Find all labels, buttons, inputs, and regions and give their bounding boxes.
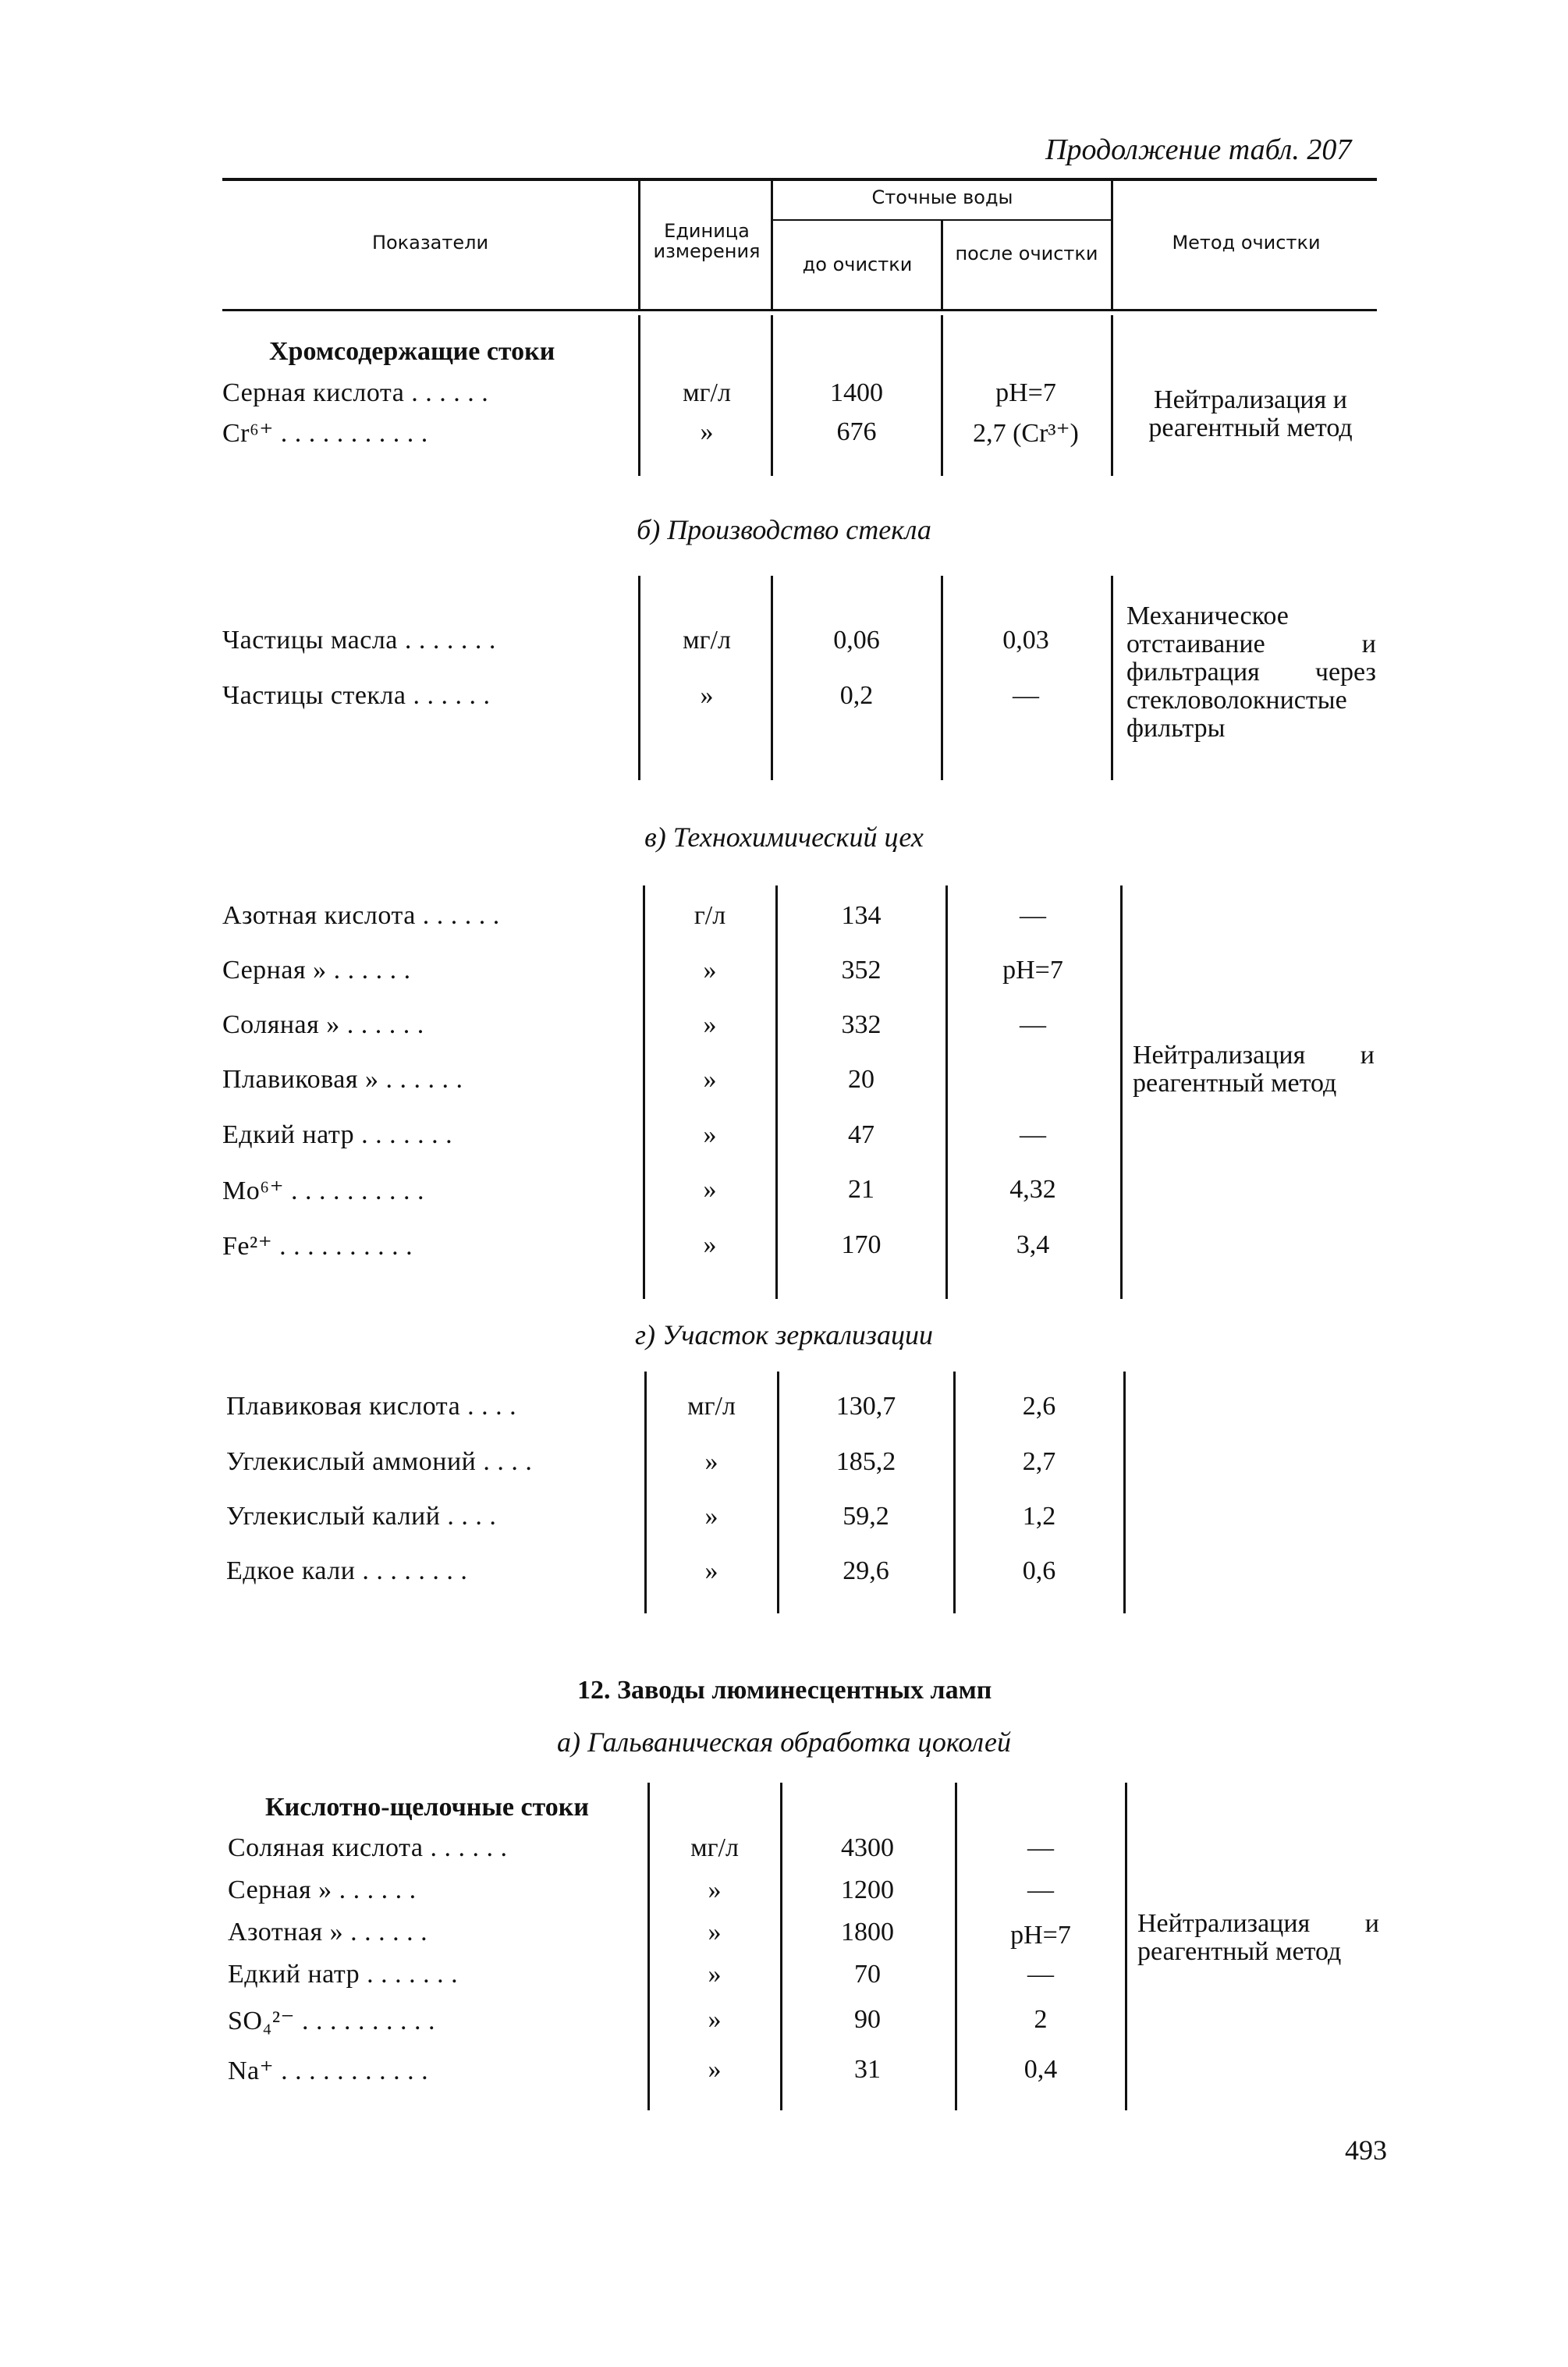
table-row-unit: мг/л <box>690 1833 739 1862</box>
table-row-after: pH=7 <box>1010 1921 1071 1950</box>
table-row-unit: » <box>700 681 714 710</box>
table-row-before: 0,2 <box>839 681 874 710</box>
table-row-before: 1800 <box>841 1918 894 1946</box>
table-top-rule <box>222 178 1377 181</box>
header-divider <box>638 181 640 309</box>
table-row-before: 47 <box>848 1120 874 1149</box>
s1-subhead: Хромсодержащие стоки <box>269 337 555 366</box>
header-unit: Единица измерения <box>653 220 761 262</box>
table-row-after: 1,2 <box>1022 1502 1056 1531</box>
table-row-label: Плавиковая кислота . . . . <box>226 1392 517 1421</box>
table-row-before: 21 <box>848 1175 874 1204</box>
s5-method: Нейтрализация и реагентный метод <box>1137 1909 1379 1966</box>
table-row-before: 352 <box>841 956 882 985</box>
table-row-after: 2,7 <box>1022 1447 1056 1476</box>
table-row-after: — <box>1020 1010 1046 1039</box>
table-row-label: Fe²⁺ . . . . . . . . . . <box>222 1232 413 1261</box>
table-row-after: 0,6 <box>1022 1556 1056 1585</box>
s5-divider <box>647 1783 650 2110</box>
table-row-before: 134 <box>841 901 882 930</box>
table-row-unit: г/л <box>694 901 726 930</box>
table-row-before: 59,2 <box>843 1502 889 1531</box>
table-row-unit: » <box>704 1447 718 1476</box>
table-row-before: 70 <box>854 1960 881 1989</box>
table-row-before: 676 <box>836 417 877 446</box>
s1-divider <box>638 315 640 476</box>
s3-divider <box>945 885 948 1299</box>
s4-divider <box>1123 1372 1126 1613</box>
s3-method: Нейтрализация и реагентный метод <box>1133 1041 1375 1098</box>
table-row-unit: » <box>700 417 714 446</box>
table-row-before: 130,7 <box>835 1392 896 1421</box>
table-row-label: Едкое кали . . . . . . . . <box>226 1556 468 1585</box>
table-row-unit: мг/л <box>683 378 731 407</box>
table-row-label: Плавиковая » . . . . . . <box>222 1065 463 1094</box>
table-row-label: Едкий натр . . . . . . . <box>222 1120 453 1149</box>
table-row-label: Азотная » . . . . . . <box>228 1918 428 1946</box>
page-number: 493 <box>1345 2135 1387 2166</box>
s2-divider <box>771 576 773 780</box>
table-row-after: 4,32 <box>1009 1175 1056 1204</box>
s3-divider <box>775 885 778 1299</box>
table-row-after: — <box>1020 901 1046 930</box>
table-row-before: 0,06 <box>833 626 880 655</box>
table-row-unit: » <box>708 2005 722 2034</box>
s4-divider <box>777 1372 779 1613</box>
s2-divider <box>638 576 640 780</box>
table-row-unit: » <box>704 1556 718 1585</box>
table-row-label: Серная кислота . . . . . . <box>222 378 489 407</box>
table-row-after: pH=7 <box>995 378 1056 407</box>
table-row-before: 20 <box>848 1065 874 1094</box>
s2-method: Механическое отстаивание и фильтрация через стекловолокнистые фильтры <box>1126 602 1376 743</box>
s4-divider <box>644 1372 647 1613</box>
table-row-before: 185,2 <box>835 1447 896 1476</box>
table-row-before: 1200 <box>841 1876 894 1904</box>
header-after: после очистки <box>955 243 1098 264</box>
table-row-after: — <box>1027 1960 1054 1989</box>
table-row-label: Азотная кислота . . . . . . <box>222 901 500 930</box>
table-row-label: Соляная » . . . . . . <box>222 1010 424 1039</box>
table-row-unit: » <box>703 1120 717 1149</box>
table-row-label: Едкий натр . . . . . . . <box>228 1960 459 1989</box>
s2-divider <box>941 576 943 780</box>
table-row-unit: » <box>704 1502 718 1531</box>
table-row-unit: мг/л <box>687 1392 736 1421</box>
s4-title: г) Участок зеркализации <box>635 1319 933 1350</box>
s1-divider <box>1111 315 1113 476</box>
header-divider <box>941 221 943 309</box>
header-method: Метод очистки <box>1172 232 1321 254</box>
s5-heading: 12. Заводы люминесцентных ламп <box>577 1676 992 1705</box>
table-row-unit: » <box>708 2055 722 2084</box>
table-row-after: 3,4 <box>1016 1230 1050 1259</box>
table-row-label: Соляная кислота . . . . . . <box>228 1833 508 1862</box>
s5-divider <box>780 1783 782 2110</box>
table-row-unit: » <box>708 1876 722 1904</box>
table-row-after: 0,03 <box>1002 626 1049 655</box>
s5-divider <box>955 1783 957 2110</box>
table-row-label: Углекислый калий . . . . <box>226 1502 497 1531</box>
table-row-label: Mo⁶⁺ . . . . . . . . . . <box>222 1176 425 1205</box>
table-row-unit: мг/л <box>683 626 731 655</box>
table-row-before: 170 <box>841 1230 882 1259</box>
table-row-label: Cr⁶⁺ . . . . . . . . . . . <box>222 419 428 448</box>
header-before: до очистки <box>802 254 913 275</box>
table-row-after: 2,7 (Cr³⁺) <box>973 419 1079 448</box>
header-divider <box>771 181 773 309</box>
s5-divider <box>1125 1783 1127 2110</box>
table-row-after: — <box>1027 1876 1054 1904</box>
header-wastewater: Сточные воды <box>871 186 1013 208</box>
table-row-after: 0,4 <box>1023 2055 1058 2084</box>
table-row-before: 90 <box>854 2005 881 2034</box>
s2-title: б) Производство стекла <box>637 514 931 545</box>
table-row-before: 29,6 <box>843 1556 889 1585</box>
s3-divider <box>643 885 645 1299</box>
table-row-before: 1400 <box>830 378 883 407</box>
table-row-unit: » <box>708 1918 722 1946</box>
table-row-unit: » <box>703 1175 717 1204</box>
table-row-before: 4300 <box>841 1833 894 1862</box>
table-row-label: Серная » . . . . . . <box>228 1876 417 1904</box>
table-row-label: SO₄²⁻ . . . . . . . . . . <box>228 2007 435 2035</box>
table-row-after: — <box>1020 1120 1046 1149</box>
s3-title: в) Технохимический цех <box>644 822 924 853</box>
table-row-after: 2 <box>1034 2005 1048 2034</box>
s1-divider <box>941 315 943 476</box>
table-row-unit: » <box>708 1960 722 1989</box>
s2-divider <box>1111 576 1113 780</box>
table-header-bottom-rule <box>222 309 1377 311</box>
header-divider <box>1111 181 1113 309</box>
table-row-label: Частицы стекла . . . . . . <box>222 681 491 710</box>
table-row-after: — <box>1013 681 1039 710</box>
s5-subhead: Кислотно-щелочные стоки <box>265 1793 589 1822</box>
table-row-label: Na⁺ . . . . . . . . . . . <box>228 2056 429 2085</box>
table-row-after: pH=7 <box>1002 956 1063 985</box>
table-row-after: 2,6 <box>1022 1392 1056 1421</box>
s4-divider <box>953 1372 956 1613</box>
table-row-before: 31 <box>854 2055 881 2084</box>
s1-method: Нейтрализация и реагентный метод <box>1148 385 1353 442</box>
table-row-unit: » <box>703 1230 717 1259</box>
s1-divider <box>771 315 773 476</box>
table-row-unit: » <box>703 956 717 985</box>
header-indicators: Показатели <box>371 232 489 254</box>
table-row-unit: » <box>703 1065 717 1094</box>
page-header: Продолжение табл. 207 <box>1045 133 1352 166</box>
table-row-label: Углекислый аммоний . . . . <box>226 1447 533 1476</box>
table-row-unit: » <box>703 1010 717 1039</box>
s5-title: а) Гальваническая обработка цоколей <box>556 1726 1011 1758</box>
table-row-label: Серная » . . . . . . <box>222 956 411 985</box>
table-row-after: — <box>1027 1833 1054 1862</box>
table-row-before: 332 <box>841 1010 882 1039</box>
s3-divider <box>1120 885 1123 1299</box>
table-row-label: Частицы масла . . . . . . . <box>222 626 496 655</box>
